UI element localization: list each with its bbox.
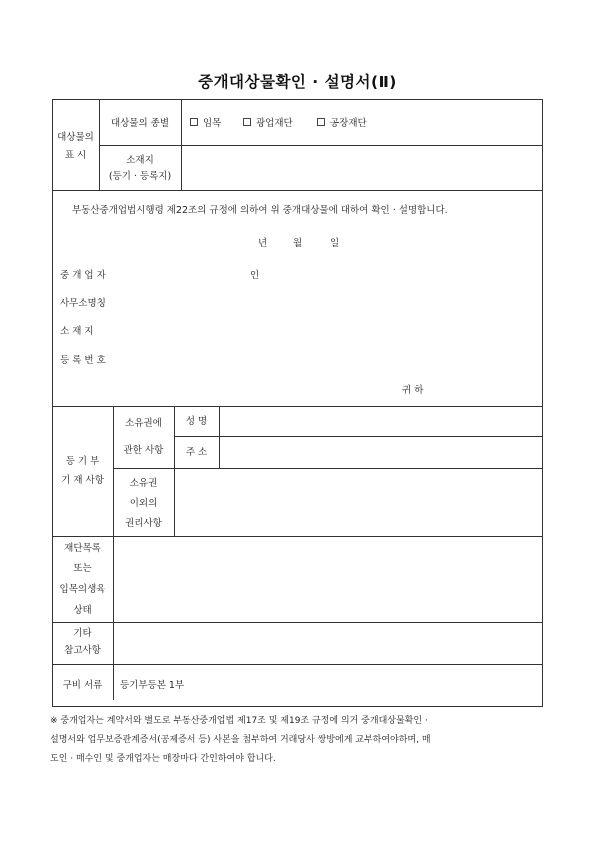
table-right-border xyxy=(542,99,543,706)
ownership-label-line2: 관한 사항 xyxy=(123,445,164,456)
registration-number-label: 등 록 번 호 xyxy=(60,355,106,366)
divider xyxy=(52,190,542,191)
object-type-label: 대상물의 종별 xyxy=(110,118,170,129)
divider xyxy=(113,468,542,469)
divider xyxy=(99,145,542,146)
divider xyxy=(52,664,542,665)
etc-label-line2: 참고사항 xyxy=(64,645,101,656)
documents-label: 구비 서류 xyxy=(62,680,103,691)
divider xyxy=(174,436,542,437)
date-month-label: 월 xyxy=(293,238,303,249)
documents-value: 등기부등본 1부 xyxy=(120,680,185,691)
foundation-label-line4: 상태 xyxy=(73,605,92,616)
divider xyxy=(181,99,182,190)
divider xyxy=(52,622,542,623)
owner-address-label: 주 소 xyxy=(185,447,208,458)
date-day-label: 일 xyxy=(330,238,340,249)
etc-label-line1: 기타 xyxy=(73,628,92,639)
registry-label-line2: 기 재 사항 xyxy=(61,475,104,486)
option-label: 광업재단 xyxy=(256,118,293,129)
office-address-label: 소 재 지 xyxy=(60,326,94,337)
registry-label-line1: 등 기 부 xyxy=(65,456,100,467)
checkbox[interactable] xyxy=(190,118,198,126)
other-rights-label-line2: 이외의 xyxy=(129,498,158,509)
divider xyxy=(52,536,542,537)
footnote-line: 도인 · 매수인 및 중개업자는 매장마다 간인하여야 합니다. xyxy=(50,754,276,764)
office-name-label: 사무소명칭 xyxy=(60,298,106,309)
foundation-label-line2: 또는 xyxy=(73,563,92,574)
object-type-option-factory-foundation[interactable] xyxy=(317,117,367,130)
ownership-label-line1: 소유권에 xyxy=(125,418,162,429)
option-label: 임목 xyxy=(203,118,222,129)
other-rights-label-line1: 소유권 xyxy=(129,478,158,489)
location-label-line2: (등기 · 등록지) xyxy=(108,171,172,182)
foundation-label-line1: 재단목록 xyxy=(64,543,101,554)
footnote xyxy=(50,712,550,769)
object-type-option-mining-foundation[interactable] xyxy=(243,117,293,130)
confirm-statement: 부동산중개업법시행령 제22조의 규정에 의하여 위 중개대상물에 대하여 확인 · 설명합니다. xyxy=(72,205,448,216)
owner-name-label: 성 명 xyxy=(185,416,208,427)
agent-label: 중 개 업 자 xyxy=(60,270,106,281)
object-type-option-timber[interactable] xyxy=(190,117,221,130)
object-label-line1: 대상물의 xyxy=(57,132,94,143)
table-bottom-border xyxy=(52,706,543,707)
option-label: 공장재단 xyxy=(330,118,367,129)
divider xyxy=(219,406,220,468)
object-label-line2: 표 시 xyxy=(64,150,87,161)
checkbox[interactable] xyxy=(243,118,251,126)
footnote-line: ※ 중개업자는 계약서와 별도로 부동산중개업법 제17조 및 제19조 규정에 의거 중개대상물확인 · xyxy=(50,716,428,726)
footnote-line: 설명서와 업무보증관계증서(공제증서 등) 사본을 첨부하여 거래당사 쌍방에게 교부하여야하며, 매 xyxy=(50,735,431,745)
foundation-label-line3: 입목의생육 xyxy=(59,584,106,595)
table-top-border xyxy=(52,99,543,100)
recipient-label: 귀 하 xyxy=(402,385,424,396)
divider xyxy=(52,406,542,407)
location-label-line1: 소재지 xyxy=(126,155,154,166)
seal-mark: 인 xyxy=(250,270,260,281)
date-year-label: 년 xyxy=(258,238,268,249)
checkbox[interactable] xyxy=(317,118,325,126)
other-rights-label-line3: 권리사항 xyxy=(125,518,162,529)
page-title: 중개대상물확인 · 설명서(Ⅱ) xyxy=(198,73,397,91)
